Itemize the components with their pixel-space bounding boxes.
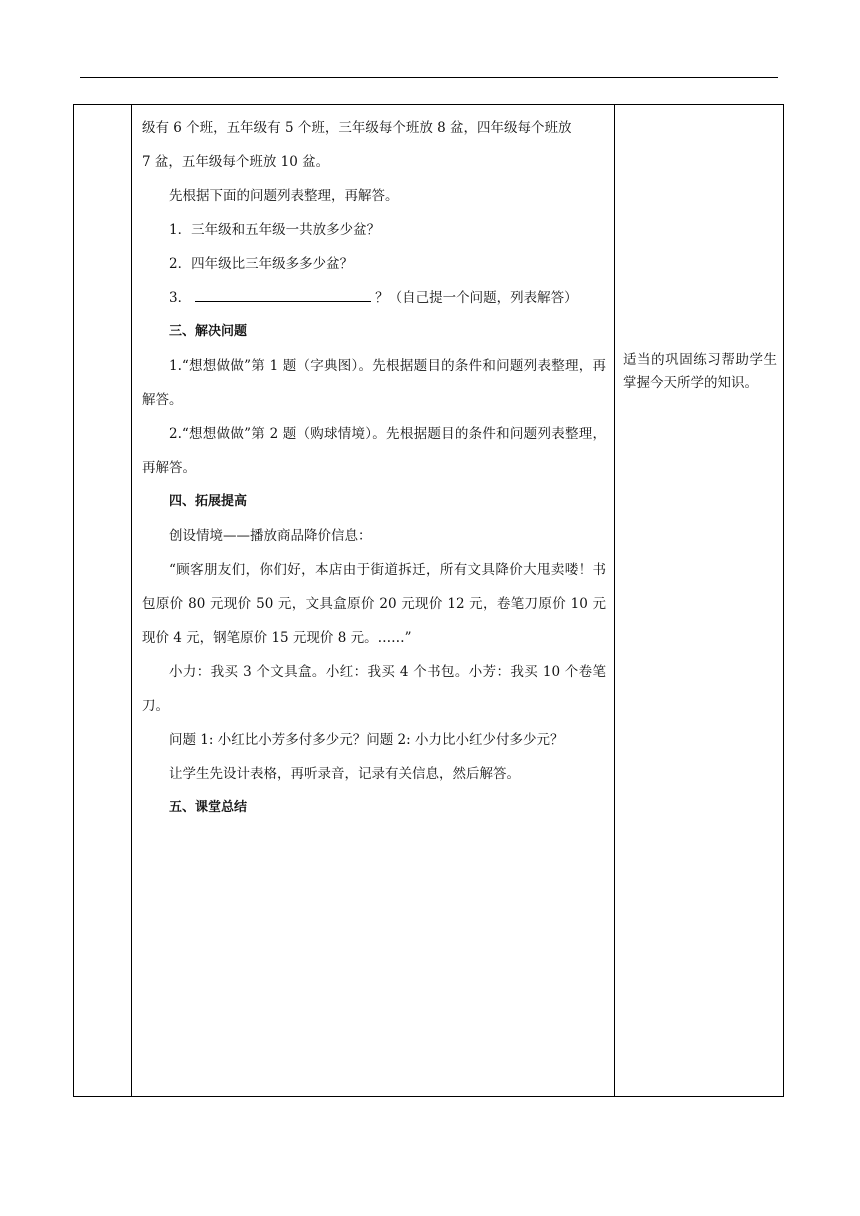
- section-heading-solve: 三、解决问题: [169, 324, 248, 339]
- design-note-cell: 适当的巩固练习帮助学生掌握今天所学的知识。: [623, 352, 777, 391]
- text-line: 先根据下面的问题列表整理，再解答。: [169, 188, 399, 204]
- text-line: 小力：我买 3 个文具盒。小红：我买 4 个书包。小芳：我买 10 个卷笔刀。: [142, 664, 606, 714]
- question-3-text: ？（自己提一个问题，列表解答）: [375, 290, 578, 306]
- header-rule: [80, 77, 778, 78]
- text-line: “顾客朋友们，你们好，本店由于街道拆迁，所有文具降价大甩卖喽！书包原价 80 元现价 50 元，文具盒原价 20 元现价 12 元，卷笔刀原价 10 元现价 4 元，钢笔原价 15 元现价 8 元。……”: [142, 562, 606, 646]
- text-line: 7 盆，五年级每个班放 10 盆。: [142, 154, 330, 170]
- question-2: 2．四年级比三年级多多少盆？: [169, 256, 354, 272]
- text-line: 问题 1: 小红比小芳多付多少元？问题 2: 小力比小红少付多少元？: [169, 732, 564, 748]
- text-line: 1.“想想做做”第 1 题（字典图）。先根据题目的条件和问题列表整理，再解答。: [142, 358, 606, 408]
- text-line: 创设情境——播放商品降价信息：: [169, 528, 372, 544]
- question-3-number: 3．: [169, 290, 192, 306]
- section-heading-extend: 四、拓展提高: [169, 494, 248, 509]
- question-1: 1．三年级和五年级一共放多少盆？: [169, 222, 381, 238]
- lesson-content-cell: [132, 105, 614, 825]
- section-heading-summary: 五、课堂总结: [169, 800, 248, 815]
- lesson-table: [73, 104, 784, 1097]
- text-line: 级有 6 个班，五年级有 5 个班，三年级每个班放 8 盆，四年级每个班放: [142, 120, 572, 136]
- text-line: 让学生先设计表格，再听录音，记录有关信息，然后解答。: [169, 766, 520, 782]
- text-line: 2.“想想做做”第 2 题（购球情境）。先根据题目的条件和问题列表整理，再解答。: [142, 426, 606, 476]
- question-3: [142, 281, 606, 315]
- column-divider: [614, 105, 615, 1096]
- fill-in-blank: [195, 287, 371, 302]
